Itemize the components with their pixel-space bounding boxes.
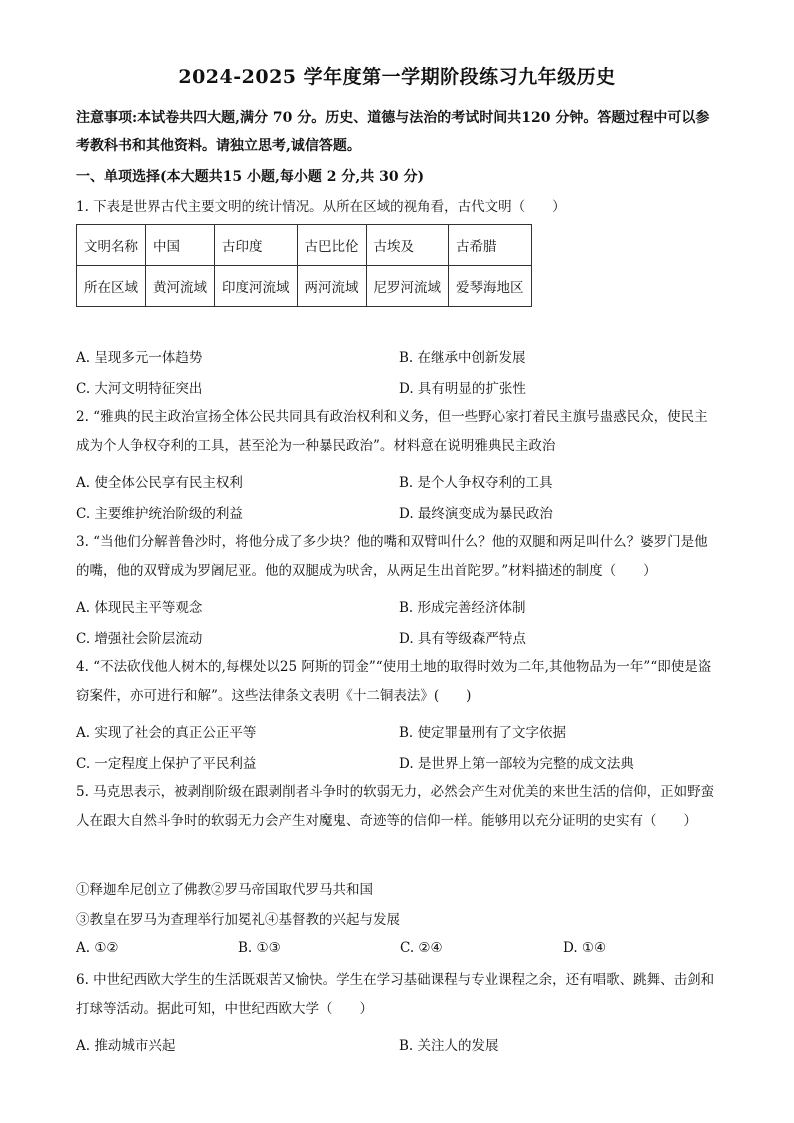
table-row — [77, 225, 532, 266]
option-d[interactable]: D. ①④ — [563, 940, 607, 956]
exam-notice: 注意事项:本试卷共四大题,满分 70 分。历史、道德与法治的考试时间共120 分钟。答题过程中可以参考教科书和其他资料。请独立思考,诚信答题。 — [76, 110, 710, 154]
table-cell: 古埃及 — [366, 225, 449, 266]
question-1-stem: 1. 下表是世界古代主要文明的统计情况。从所在区域的视角看，古代文明（ ） — [76, 199, 566, 215]
statement-list-item: ①释迦牟尼创立了佛教②罗马帝国取代罗马共和国 — [76, 882, 373, 898]
question-2-stem: 2. “雅典的民主政治宣扬全体公民共同具有政治权利和义务，但一些野心家打着民主旗号蛊惑民众，使民主成为个人争权夺利的工具，甚至沦为一种暴民政治”。材料意在说明雅典民主政治 — [76, 409, 708, 454]
table-row — [77, 266, 532, 307]
option-b[interactable]: B. 形成完善经济体制 — [399, 600, 526, 616]
table-cell: 古印度 — [215, 225, 298, 266]
option-b[interactable]: B. 使定罪量刑有了文字依据 — [399, 725, 567, 741]
option-b[interactable]: B. 在继承中创新发展 — [399, 350, 526, 366]
option-c[interactable]: C. ②④ — [400, 940, 443, 956]
table-cell: 中国 — [146, 225, 215, 266]
section-heading: 一、单项选择(本大题共15 小题,每小题 2 分,共 30 分) — [76, 169, 425, 185]
option-c[interactable]: C. 主要维护统治阶级的利益 — [76, 506, 243, 522]
table-cell: 古巴比伦 — [297, 225, 366, 266]
option-b[interactable]: B. 关注人的发展 — [399, 1038, 499, 1054]
question-3-stem: 3. “当他们分解普鲁沙时，将他分成了多少块？他的嘴和双臂叫什么？他的双腿和两足叫什么？婆罗门是他的嘴，他的双臂成为罗阇尼亚。他的双腿成为吠舍，从两足生出首陀罗。”材料描述的制度（ ） — [76, 534, 708, 579]
option-d[interactable]: D. 具有明显的扩张性 — [399, 381, 526, 397]
option-a[interactable]: A. 呈现多元一体趋势 — [76, 350, 203, 366]
table-cell: 文明名称 — [77, 225, 146, 266]
option-d[interactable]: D. 是世界上第一部较为完整的成文法典 — [399, 756, 634, 772]
table-cell: 印度河流域 — [215, 266, 298, 307]
civilization-table — [76, 224, 532, 307]
option-a[interactable]: A. 体现民主平等观念 — [76, 600, 203, 616]
statement-list-item: ③教皇在罗马为查理举行加冕礼④基督教的兴起与发展 — [76, 912, 400, 928]
table-cell: 尼罗河流域 — [366, 266, 449, 307]
table-cell: 古希腊 — [449, 225, 532, 266]
question-5-stem: 5. 马克思表示，被剥削阶级在跟剥削者斗争时的软弱无力，必然会产生对优美的来世生活的信仰，正如野蛮人在跟大自然斗争时的软弱无力会产生对魔鬼、奇迹等的信仰一样。能够用以充分证明的史实有（ ） — [76, 784, 715, 829]
question-4-stem: 4. “不法砍伐他人树木的,每棵处以25 阿斯的罚金”“使用土地的取得时效为二年,其他物品为一年”“即使是盗窃案件，亦可进行和解”。这些法律条文表明《十二铜表法》( ) — [76, 659, 712, 704]
option-b[interactable]: B. 是个人争权夺利的工具 — [399, 475, 553, 491]
table-cell: 黄河流域 — [146, 266, 215, 307]
option-c[interactable]: C. 增强社会阶层流动 — [76, 631, 203, 647]
option-b[interactable]: B. ①③ — [238, 940, 281, 956]
option-c[interactable]: C. 大河文明特征突出 — [76, 381, 203, 397]
option-a[interactable]: A. 使全体公民享有民主权利 — [76, 475, 243, 491]
table-cell: 两河流域 — [297, 266, 366, 307]
option-d[interactable]: D. 最终演变成为暴民政治 — [399, 506, 553, 522]
table-cell: 所在区域 — [77, 266, 146, 307]
option-c[interactable]: C. 一定程度上保护了平民利益 — [76, 756, 257, 772]
option-a[interactable]: A. ①② — [76, 940, 119, 956]
option-a[interactable]: A. 实现了社会的真正公正平等 — [76, 725, 257, 741]
option-d[interactable]: D. 具有等级森严特点 — [399, 631, 526, 647]
table-cell: 爱琴海地区 — [449, 266, 532, 307]
option-a[interactable]: A. 推动城市兴起 — [76, 1038, 176, 1054]
question-6-stem: 6. 中世纪西欧大学生的生活既艰苦又愉快。学生在学习基础课程与专业课程之余，还有唱歌、跳舞、击剑和打球等活动。据此可知，中世纪西欧大学（ ） — [76, 972, 715, 1017]
page-title: 2024-2025 学年度第一学期阶段练习九年级历史 — [178, 66, 616, 88]
